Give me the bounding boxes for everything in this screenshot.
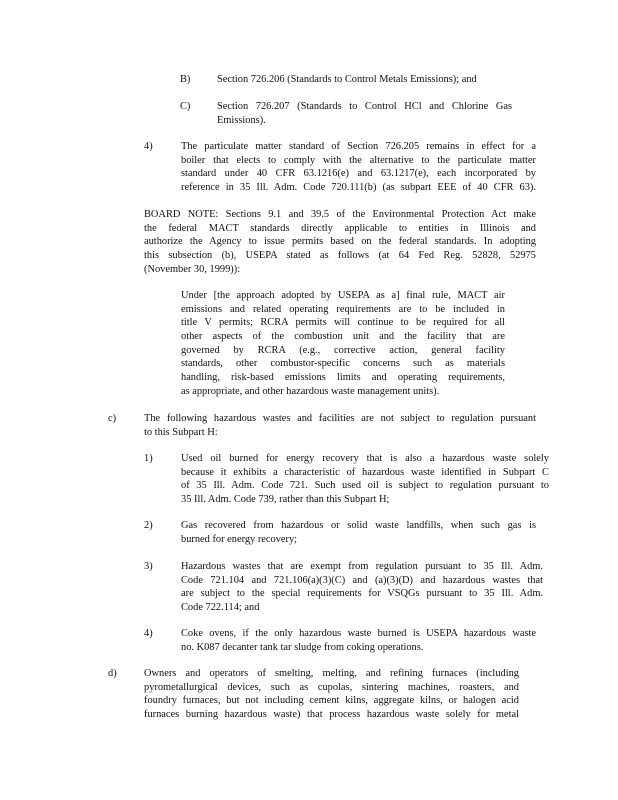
text-line: Owners and operators of smelting, melting, and refining furnaces (including <box>144 668 519 679</box>
item-label-c1: 1) <box>144 453 153 464</box>
text-line: Code 722.114; and <box>181 602 260 614</box>
subsection-label-c: c) <box>108 413 117 424</box>
text-line: BOARD NOTE: Sections 9.1 and 39.5 of the Environmental Protection Act make <box>144 209 536 220</box>
text-line: this subsection (b), USEPA stated as follows (at 64 Fed Reg. 52828, 52975 <box>144 250 536 262</box>
text-line: The following hazardous wastes and facilities are not subject to regulation pursuant <box>144 413 536 424</box>
subsection-c-text <box>144 412 536 439</box>
text-line: The particulate matter standard of Section 726.205 remains in effect for a <box>181 141 536 152</box>
text-line: Gas recovered from hazardous or solid waste landfills, when such gas is <box>181 520 536 531</box>
text-line: because it exhibits a characteristic of hazardous waste identified in Subpart C <box>181 466 549 478</box>
text-line: Emissions). <box>217 114 266 126</box>
item-label-b: B) <box>180 74 191 85</box>
text-line: to this Subpart H: <box>144 426 218 438</box>
text-line: Code 721.104 and 721.106(a)(3)(C) and (a)(3)(D) and hazardous wastes that <box>181 574 543 586</box>
text-line: boiler that elects to comply with the alternative to the particulate matter <box>181 154 536 166</box>
item-label-c4: 4) <box>144 628 153 639</box>
text-line: title V permits; RCRA permits will continue to be required for all <box>181 317 505 329</box>
text-line: the federal MACT standards directly applicable to entities in Illinois and <box>144 222 536 234</box>
item-label-c2: 2) <box>144 520 153 531</box>
item-c2-text <box>181 519 536 546</box>
text-line: of 35 Ill. Adm. Code 721. Such used oil is subject to regulation pursuant to <box>181 480 549 492</box>
text-line: emissions and related operating requirements are to be included in <box>181 303 505 315</box>
subsection-d-text <box>144 667 519 722</box>
text-line: handling, risk-based emissions limits and operating requirements, <box>181 372 505 384</box>
item-4-text <box>181 140 536 195</box>
text-line: Section 726.207 (Standards to Control HCl and Chlorine Gas <box>217 101 512 112</box>
text-line: foundry furnaces, but not including cement kilns, aggregate kilns, or halogen acid <box>144 695 519 707</box>
text-line: as appropriate, and other hazardous waste management units). <box>181 385 440 397</box>
item-c1-text <box>181 452 549 507</box>
text-line: Coke ovens, if the only hazardous waste burned is USEPA hazardous waste <box>181 628 536 639</box>
item-c4-text <box>181 627 536 654</box>
text-line: (November 30, 1999)): <box>144 263 241 275</box>
board-note <box>144 208 536 276</box>
text-line: Hazardous wastes that are exempt from regulation pursuant to 35 Ill. Adm. <box>181 561 543 572</box>
subsection-label-d: d) <box>108 668 117 679</box>
text-line: authorize the Agency to issue permits based on the federal standards. In adopting <box>144 236 536 248</box>
text-line: Used oil burned for energy recovery that is also a hazardous waste solely <box>181 453 549 464</box>
item-label-c: C) <box>180 101 191 112</box>
text-line: Under [the approach adopted by USEPA as a] final rule, MACT air <box>181 290 505 301</box>
item-c-text <box>217 100 512 127</box>
block-quote <box>181 289 505 399</box>
text-line: standards, other combustor-specific concerns such as materials <box>181 358 505 370</box>
text-line: burned for energy recovery; <box>181 533 298 545</box>
item-c3-text <box>181 560 543 615</box>
text-line: 35 Ill. Adm. Code 739, rather than this Subpart H; <box>181 494 390 506</box>
item-b-text <box>217 73 517 87</box>
item-label-c3: 3) <box>144 561 153 572</box>
text-line: Section 726.206 (Standards to Control Metals Emissions); and <box>217 74 477 85</box>
text-line: are subject to the special requirements for VSQGs pursuant to 35 Ill. Adm. <box>181 588 543 600</box>
text-line: governed by RCRA (e.g., corrective action, general facility <box>181 344 505 356</box>
text-line: other aspects of the combustion unit and the facility that are <box>181 331 505 343</box>
text-line: no. K087 decanter tank tar sludge from coking operations. <box>181 641 424 653</box>
text-line: reference in 35 Ill. Adm. Code 720.111(b) (as subpart EEE of 40 CFR 63). <box>181 182 536 194</box>
text-line: furnaces burning hazardous waste) that process hazardous waste solely for metal <box>144 709 519 721</box>
item-label-4: 4) <box>144 141 153 152</box>
text-line: pyrometallurgical devices, such as cupolas, sintering machines, roasters, and <box>144 681 519 693</box>
text-line: standard under 40 CFR 63.1216(e) and 63.1217(e), each incorporated by <box>181 168 536 180</box>
